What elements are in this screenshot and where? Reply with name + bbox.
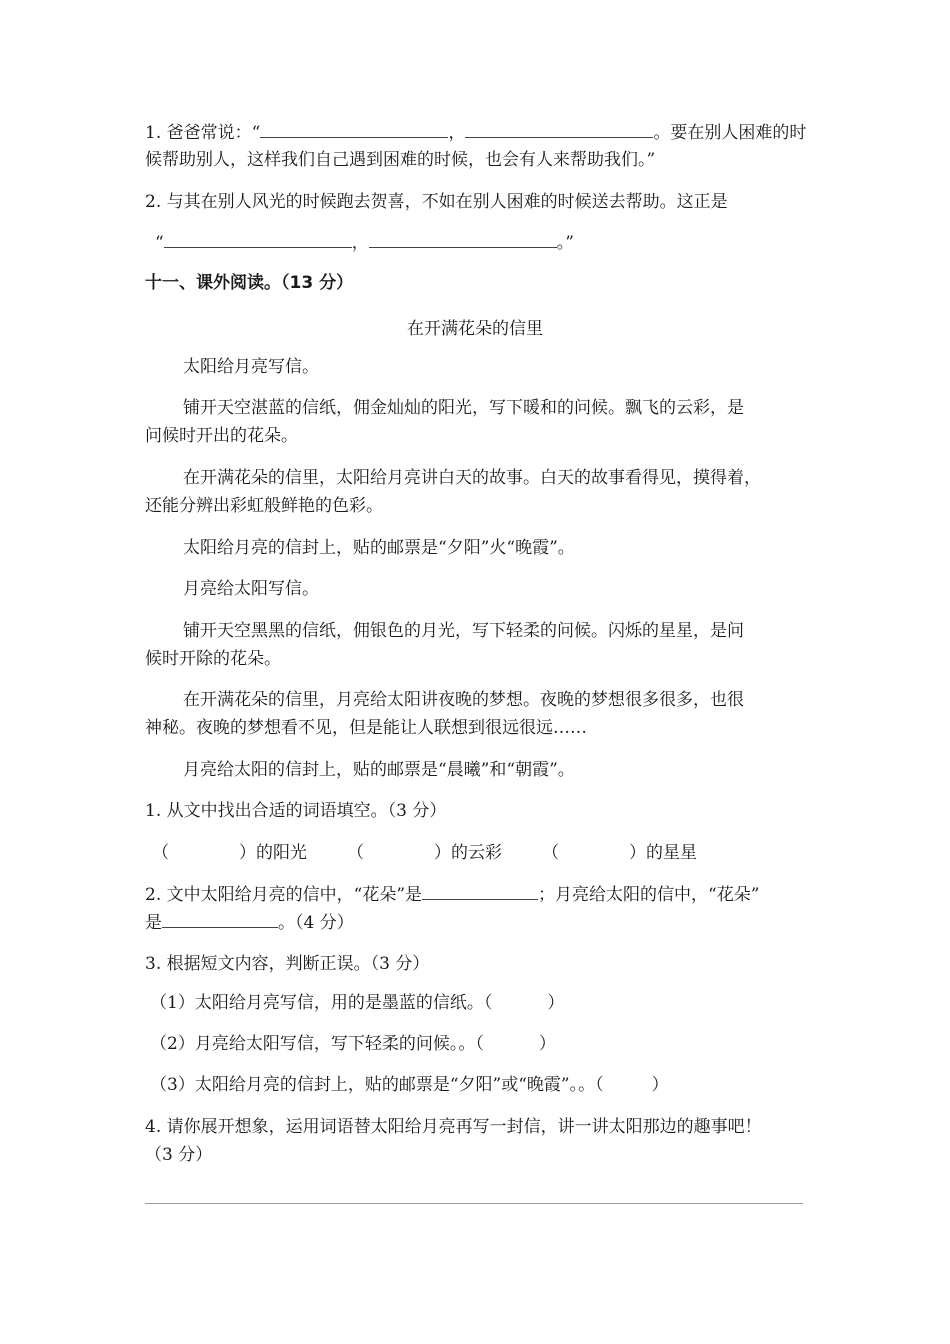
passage-paragraph: 太阳给月亮写信。 (183, 357, 319, 377)
question-2-line2 (145, 912, 354, 933)
passage-paragraph: 在开满花朵的信里，月亮给太阳讲夜晚的梦想。夜晚的梦想很多很多，也很 (183, 690, 744, 710)
paren-close: ） (629, 843, 646, 863)
fill-q1-separator: ， (448, 123, 466, 143)
answer-blank[interactable] (369, 232, 557, 248)
paren-close: ） (538, 1034, 556, 1054)
question-2-text-d: 。（4 分） (278, 913, 354, 933)
fill-q2-close: 。” (556, 233, 574, 253)
passage-title: 在开满花朵的信里 (407, 319, 543, 339)
paren-open: （ (542, 843, 559, 863)
fill-q2-open-quote: “ (155, 233, 164, 253)
answer-blank[interactable] (260, 122, 448, 138)
question-4-line1: 4. 请你展开想象，运用词语替太阳给月亮再写一封信，讲一讲太阳那边的趣事吧！ (145, 1117, 762, 1137)
passage-paragraph-cont: 问候时开出的花朵。 (145, 426, 298, 446)
question-3: 3. 根据短文内容，判断正误。（3 分） (145, 954, 430, 974)
question-2-text-b: ；月亮给太阳的信中，“花朵” (538, 885, 760, 905)
q1-item-label: 的阳光 (256, 843, 307, 863)
judge-item-text: （2）月亮给太阳写信，写下轻柔的问候。。（ (150, 1034, 484, 1054)
q1-item-label: 的星星 (646, 843, 697, 863)
passage-paragraph-cont: 候时开除的花朵。 (145, 649, 281, 669)
passage-paragraph: 太阳给月亮的信封上，贴的邮票是“夕阳”火“晚霞”。 (183, 538, 575, 558)
paren-close: ） (547, 993, 565, 1013)
fill-q2-line2 (155, 232, 574, 253)
section-heading: 十一、课外阅读。（13 分） (145, 273, 354, 293)
judge-item-text: （3）太阳给月亮的信封上，贴的邮票是“夕阳”或“晚霞”。。（ (150, 1075, 604, 1095)
passage-paragraph: 月亮给太阳的信封上，贴的邮票是“晨曦”和“朝霞”。 (183, 760, 575, 780)
paren-close: ） (651, 1075, 669, 1095)
passage-paragraph-cont: 神秘。夜晚的梦想看不见，但是能让人联想到很远很远…… (145, 718, 587, 738)
answer-blank[interactable] (162, 912, 278, 928)
answer-line[interactable] (145, 1203, 803, 1204)
question-1-blanks (152, 843, 697, 863)
paren-close: ） (239, 843, 256, 863)
question-4-line2: （3 分） (145, 1145, 213, 1165)
question-1: 1. 从文中找出合适的词语填空。（3 分） (145, 801, 447, 821)
fill-q1-line2: 候帮助别人，这样我们自己遇到困难的时候，也会有人来帮助我们。” (145, 150, 656, 170)
fill-q1-prefix: 1. 爸爸常说：“ (145, 123, 261, 143)
answer-blank[interactable] (465, 122, 653, 138)
question-2-text-c: 是 (145, 913, 162, 933)
judge-item (150, 1034, 556, 1054)
passage-paragraph: 铺开天空湛蓝的信纸，佣金灿灿的阳光，写下暖和的问候。飘飞的云彩，是 (183, 398, 744, 418)
fill-q2-line1: 2. 与其在别人风光的时候跑去贺喜，不如在别人困难的时候送去帮助。这正是 (145, 192, 728, 212)
judge-item (150, 1075, 669, 1095)
question-2-text-a: 2. 文中太阳给月亮的信中，“花朵”是 (145, 885, 423, 905)
passage-paragraph: 在开满花朵的信里，太阳给月亮讲白天的故事。白天的故事看得见，摸得着， (183, 468, 761, 488)
passage-paragraph: 月亮给太阳写信。 (183, 579, 319, 599)
answer-blank[interactable] (422, 884, 538, 900)
paren-open: （ (152, 843, 169, 863)
answer-blank[interactable] (164, 232, 352, 248)
passage-paragraph: 铺开天空黑黑的信纸，佣银色的月光，写下轻柔的问候。闪烁的星星，是问 (183, 621, 744, 641)
q1-item-label: 的云彩 (451, 843, 502, 863)
judge-item-text: （1）太阳给月亮写信，用的是墨蓝的信纸。（ (150, 993, 493, 1013)
question-2-line1 (145, 884, 759, 905)
paren-close: ） (434, 843, 451, 863)
fill-q2-separator: ， (351, 233, 369, 253)
passage-paragraph-cont: 还能分辨出彩虹般鲜艳的色彩。 (145, 496, 383, 516)
paren-open: （ (347, 843, 364, 863)
judge-item (150, 993, 564, 1013)
fill-q1-line1 (145, 122, 806, 143)
fill-q1-suffix: 。要在别人困难的时 (653, 123, 807, 143)
